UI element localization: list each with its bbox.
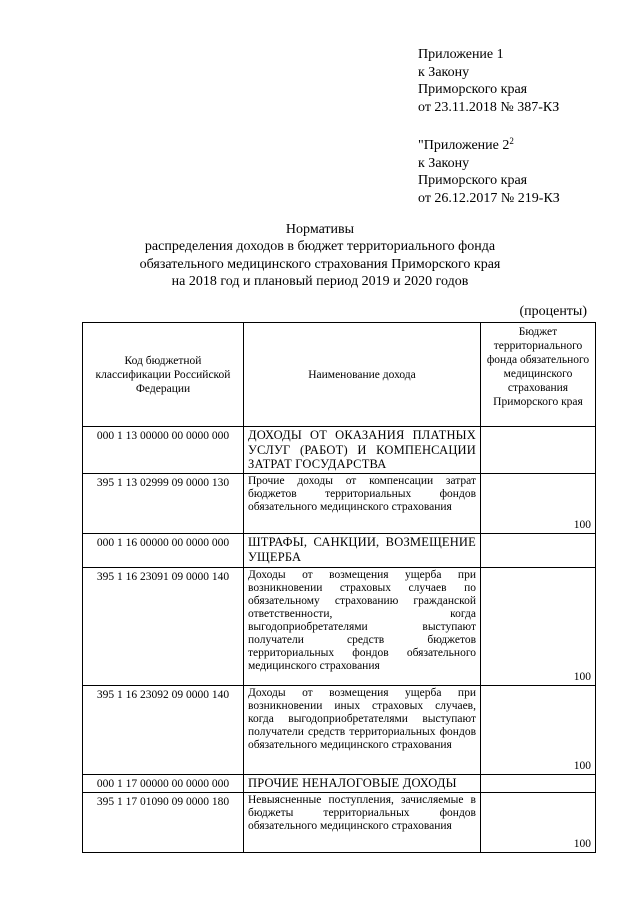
table-row — [83, 775, 596, 793]
row-name: ШТРАФЫ, САНКЦИИ, ВОЗМЕЩЕНИЕ УЩЕРБА — [244, 534, 481, 568]
header-name: Наименование дохода — [244, 323, 481, 427]
row-name: ПРОЧИЕ НЕНАЛОГОВЫЕ ДОХОДЫ — [244, 775, 481, 793]
title-line: на 2018 год и плановый период 2019 и 2020 годов — [171, 274, 469, 290]
units-label: (проценты) — [519, 304, 587, 319]
table-row — [83, 427, 596, 474]
appendix-2-title-text: "Приложение 2 — [418, 138, 510, 153]
header-budget: Бюджет территориального фонда обязательного медицинского страхования Приморского края — [481, 323, 596, 427]
title-line: распределения доходов в бюджет территориального фонда — [144, 239, 496, 255]
table-row — [83, 568, 596, 686]
row-code: 395 1 16 23091 09 0000 140 — [83, 568, 244, 686]
row-value: 100 — [481, 474, 596, 534]
row-value: 100 — [481, 686, 596, 775]
row-value — [481, 534, 596, 568]
title-line: обязательного медицинского страхования Приморского края — [139, 256, 501, 272]
revenue-normatives-table — [82, 322, 596, 853]
row-value — [481, 775, 596, 793]
appendix-1-line: Приложение 1 — [418, 47, 504, 62]
row-code: 000 1 16 00000 00 0000 000 — [83, 534, 244, 568]
row-value: 100 — [481, 568, 596, 686]
row-name: Невыясненные поступления, зачисляемые в бюджеты территориальных фондов обязательного медицинского страхования — [244, 793, 481, 853]
appendix-2-line: к Закону — [418, 155, 470, 171]
appendix-2-title — [418, 133, 618, 155]
appendix-1-line: к Закону — [418, 64, 470, 80]
row-name: Прочие доходы от компенсации затрат бюджетов территориальных фондов обязательного медицинского страхования — [244, 474, 481, 534]
row-value: 100 — [481, 793, 596, 853]
row-code: 395 1 16 23092 09 0000 140 — [83, 686, 244, 775]
document-header — [418, 46, 618, 207]
document-title — [0, 221, 640, 291]
row-code: 000 1 13 00000 00 0000 000 — [83, 427, 244, 474]
row-code: 395 1 17 01090 09 0000 180 — [83, 793, 244, 853]
appendix-2-superscript: 2 — [509, 136, 514, 146]
appendix-1-reference — [418, 46, 618, 116]
row-value — [481, 427, 596, 474]
row-code: 000 1 17 00000 00 0000 000 — [83, 775, 244, 793]
table-row — [83, 686, 596, 775]
table-header-row — [83, 323, 596, 427]
table-row — [83, 793, 596, 853]
row-name: ДОХОДЫ ОТ ОКАЗАНИЯ ПЛАТНЫХ УСЛУГ (РАБОТ) И КОМПЕНСАЦИИ ЗАТРАТ ГОСУДАРСТВА — [244, 427, 481, 474]
title-line: Нормативы — [285, 222, 355, 237]
header-code: Код бюджетной классификации Российской Федерации — [83, 323, 244, 427]
appendix-2-line: от 26.12.2017 № 219-КЗ — [418, 190, 560, 206]
appendix-2-reference — [418, 133, 618, 207]
row-name: Доходы от возмещения ущерба при возникновении иных страховых случаев, когда выгодоприобретателями выступают получатели средств территориальных фондов обязательного медицинского страхования — [244, 686, 481, 775]
appendix-1-line: от 23.11.2018 № 387-КЗ — [418, 99, 560, 115]
table-row — [83, 534, 596, 568]
appendix-1-line: Приморского края — [418, 82, 528, 97]
row-name: Доходы от возмещения ущерба при возникновении страховых случаев по обязательному страхованию гражданской ответственности, когда выгодоприобретателями выступают получатели средств бюджетов территориальных фондов обязательного медицинского страхования — [244, 568, 481, 686]
row-code: 395 1 13 02999 09 0000 130 — [83, 474, 244, 534]
appendix-2-line: Приморского края — [418, 173, 528, 188]
table-row — [83, 474, 596, 534]
